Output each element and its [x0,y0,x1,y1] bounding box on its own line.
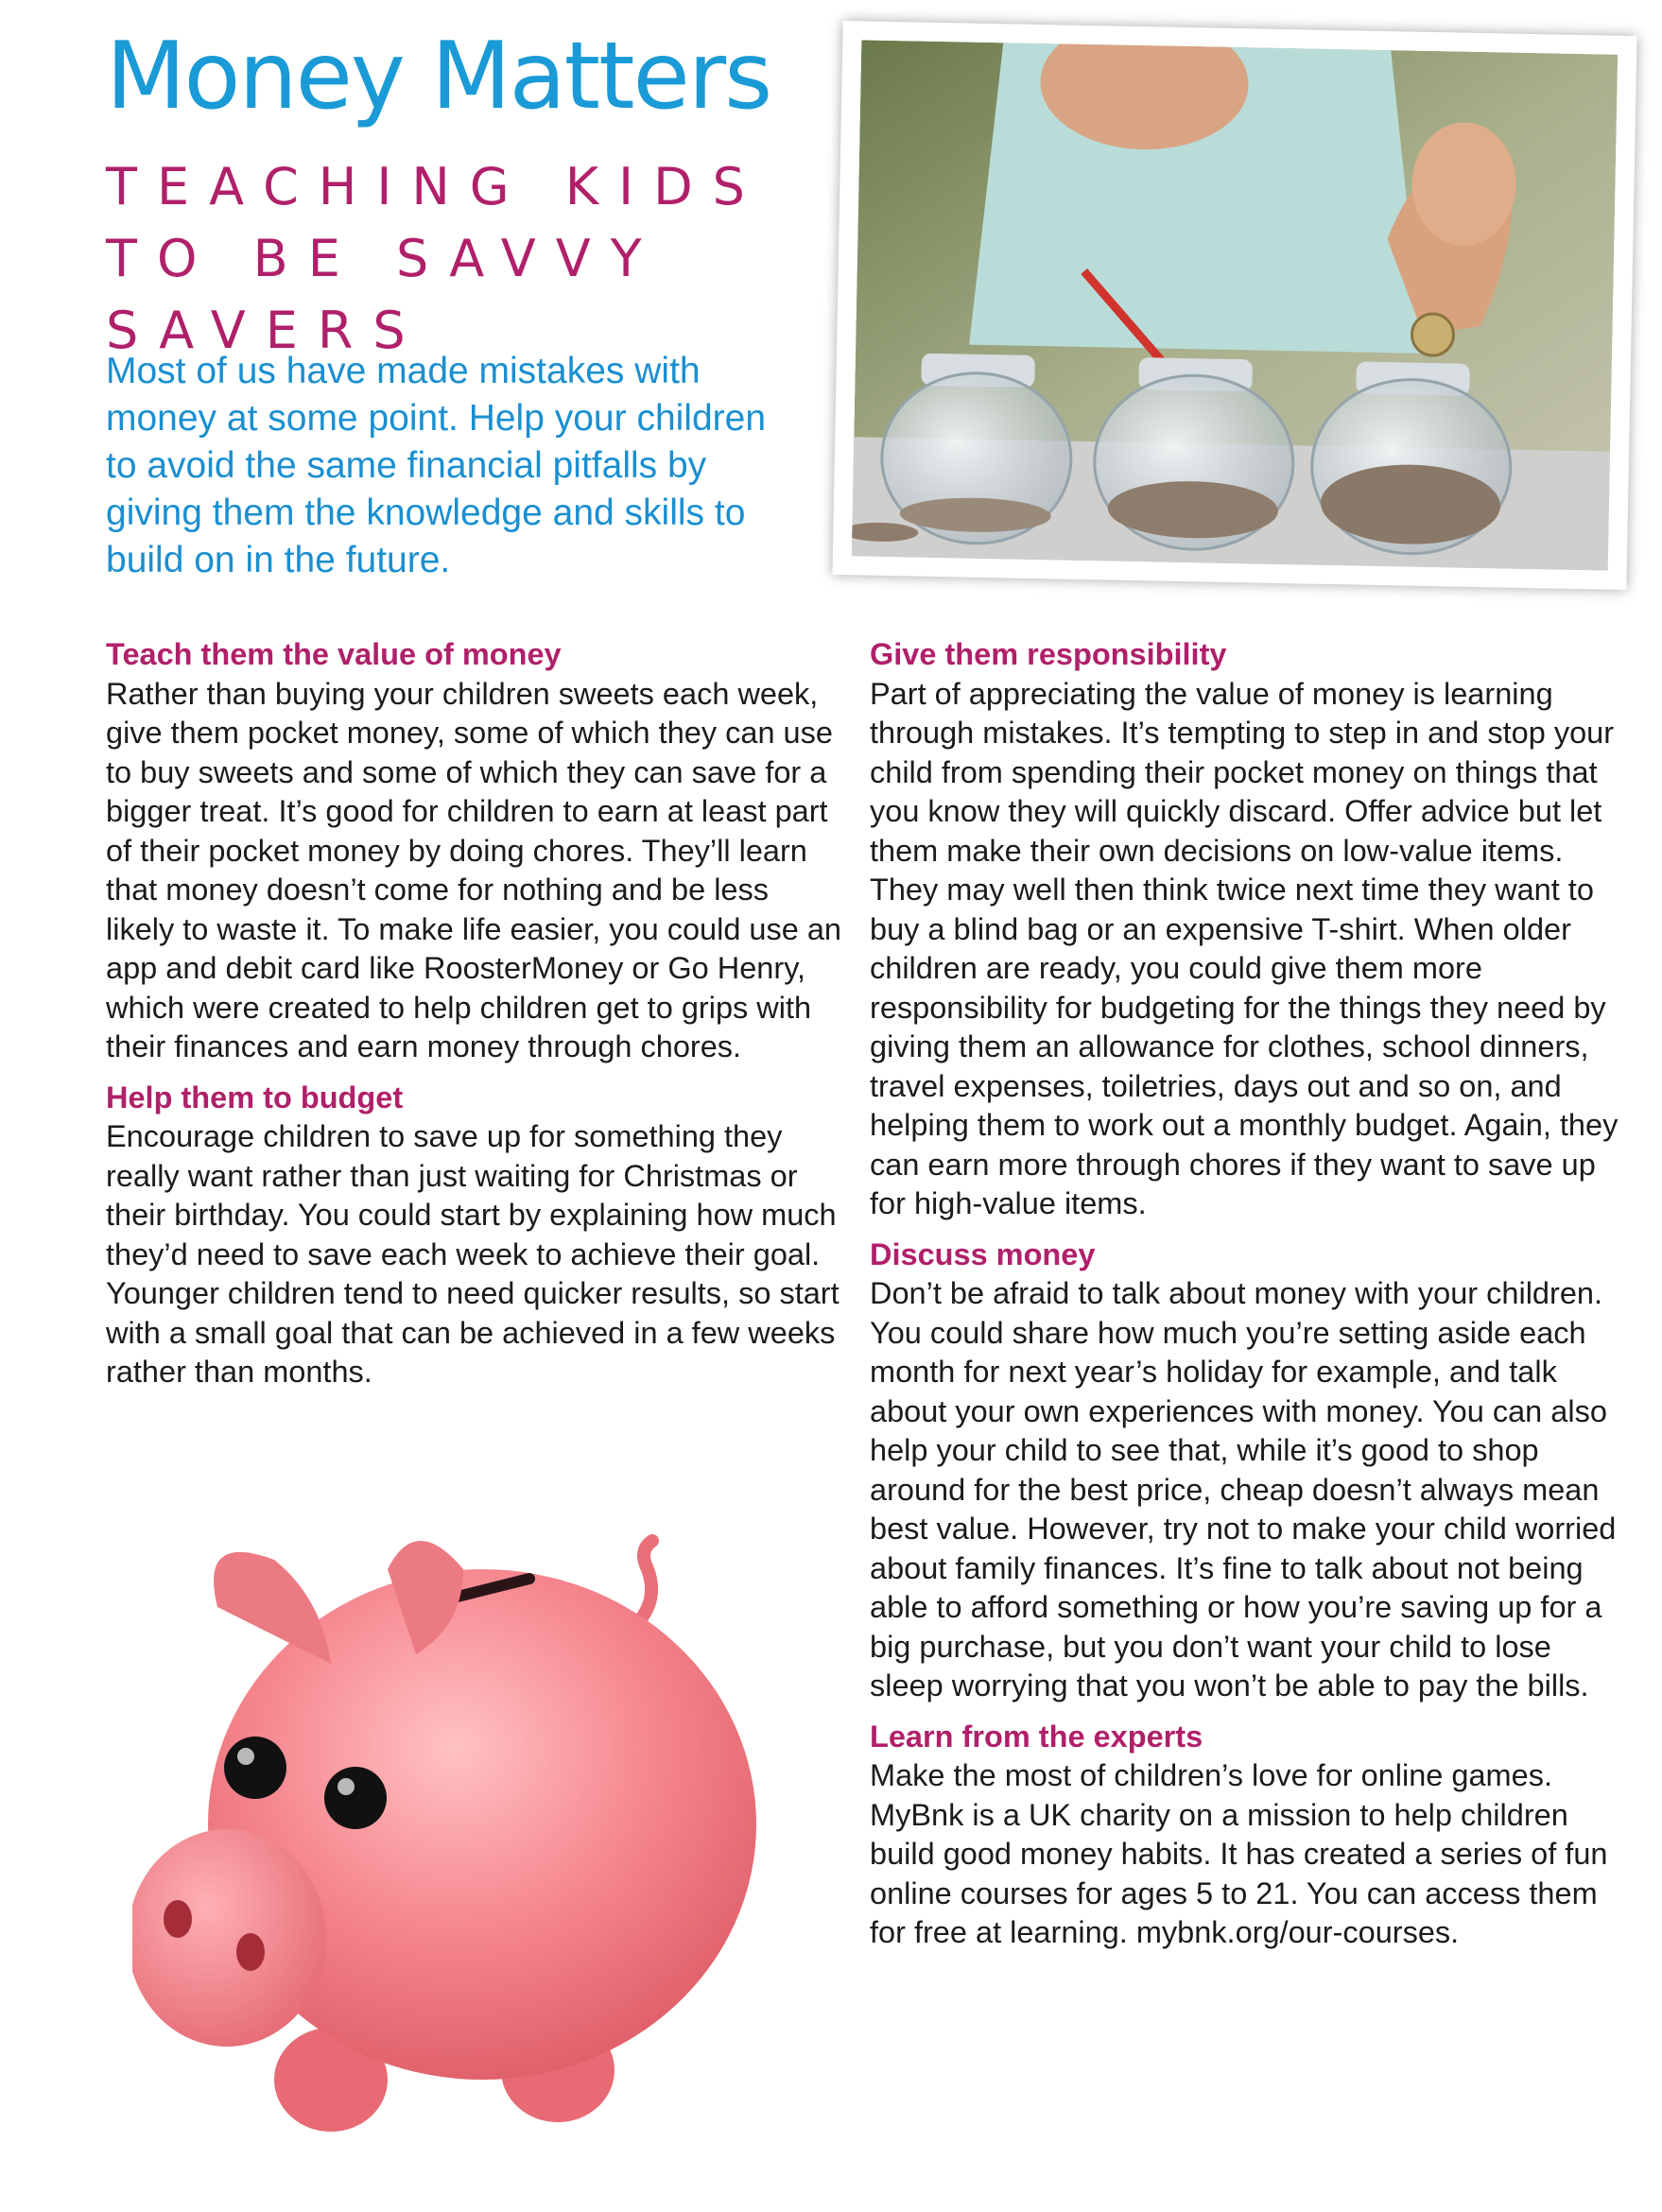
section-body: Make the most of children’s love for online games. MyBnk is a UK charity on a mission to help children build good money habits. It has created a series of fun online courses for ages 5 to 21. You can access them for free at learning. mybnk.org/our-courses. [870,1758,1608,1949]
section-body: Encourage children to save up for something they really want rather than just waiting for Christmas or their birthday. You could start by explaining how much they’d need to save each week to achieve their goal. Younger children tend to need quicker results, so start with a small goal that can be achieved in a few weeks rather than months. [106,1119,840,1389]
section-value-of-money [106,635,843,1067]
section-heading: Help them to budget [106,1080,404,1115]
article-title: Money Matters [106,23,771,130]
section-body: Rather than buying your children sweets each week, give them pocket money, some of which they can use to buy sweets and some of which they can save for a bigger treat. It’s good for children to earn at least part of their pocket money by doing chores. They’ll learn that money doesn’t come for nothing and be less likely to waste it. To make life easier, you could use an app and debit card like RoosterMoney or Go Henry, which were created to help children get to grips with their finances and earn money through chores. [106,676,842,1063]
left-column [106,635,843,1404]
section-heading: Give them responsibility [870,637,1227,671]
coin-jars-photo [852,40,1618,570]
photo-child-coin-jars [832,21,1636,590]
pig-nostril [236,1933,265,1971]
article-subtitle: TEACHING KIDS TO BE SAVVY SAVERS [106,157,765,360]
pig-snout [132,1829,326,2047]
section-heading: Learn from the experts [870,1719,1203,1754]
intro-paragraph: Most of us have made mistakes with money at some point. Help your children to avoid the same financial pitfalls by giving them the knowledge and skills to build on in the future. [106,351,767,580]
section-budget [106,1079,843,1392]
section-discuss-money [870,1236,1626,1706]
section-experts [870,1718,1626,1953]
pig-eye [324,1767,387,1829]
right-column [870,635,1626,1964]
pig-nostril [164,1900,192,1938]
section-responsibility [870,635,1626,1224]
section-heading: Discuss money [870,1236,1096,1271]
section-body: Don’t be afraid to talk about money with your children. You could share how much you’re setting aside each month for next year’s holiday for example, and talk about your own experiences with money. You can also help your child to see that, while it’s good to shop around for the best price, cheap doesn’t always mean best value. However, try not to make your child worried about family finances. It’s fine to talk about not being able to afford something or how you’re saving up for a big purchase, but you don’t want your child to lose sleep worrying that you won’t be able to pay the bills. [870,1276,1617,1702]
piggy-bank-illustration [132,1512,794,2155]
pig-ear [214,1552,331,1664]
section-heading: Teach them the value of money [106,637,562,671]
pig-eye [224,1737,286,1799]
section-body: Part of appreciating the value of money is learning through mistakes. It’s tempting to step in and stop your child from spending their pocket money on things that you know they will quickly discard. Offer advice but let them make their own decisions on low-value items. They may well then think twice next time they want to buy a blind bag or an expensive T-shirt. When older children are ready, you could give them more responsibility for budgeting for the things they need by giving them an allowance for clothes, school dinners, travel expenses, toiletries, days out and so on, and helping them to work out a monthly budget. Again, they can earn more through chores if they want to save up for high-value items. [870,676,1619,1220]
